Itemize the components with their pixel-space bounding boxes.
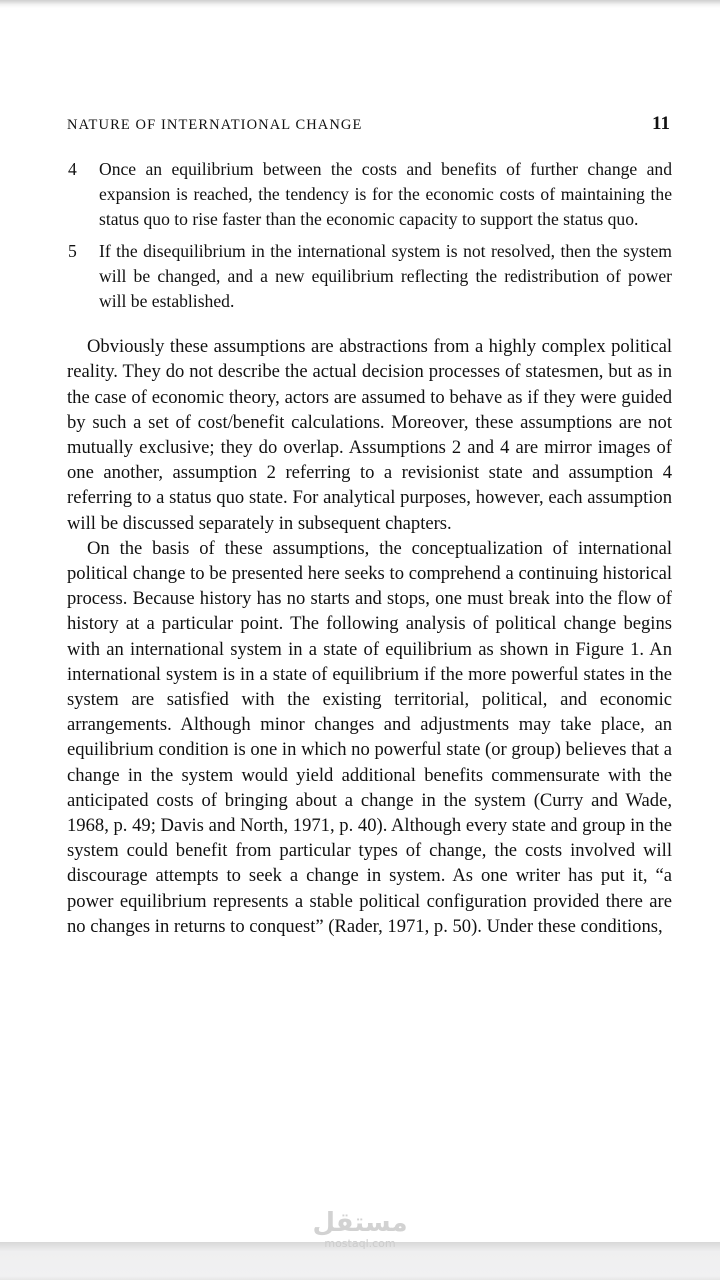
assumption-text: Once an equilibrium between the costs and benefits of further change and expansion is reached, the tendency is for the economic costs of maintaining the status quo to rise faster than the economic capacity to support the status quo. xyxy=(99,159,672,230)
assumption-number: 5 xyxy=(68,240,77,261)
running-title: NATURE OF INTERNATIONAL CHANGE xyxy=(67,117,363,133)
assumption-list xyxy=(67,157,672,314)
body-text xyxy=(67,334,672,939)
page-number: 11 xyxy=(652,113,670,134)
watermark-latin-text: mostaql.com xyxy=(324,1237,396,1250)
assumption-text: If the disequilibrium in the international system is not resolved, then the system will be changed, and a new equilibrium reflecting the redistribution of power will be established. xyxy=(99,240,672,312)
running-head xyxy=(67,113,672,143)
assumption-number: 4 xyxy=(68,159,77,179)
book-page xyxy=(67,113,672,939)
paragraph: On the basis of these assumptions, the conceptualization of international political change to be presented here seeks to comprehend a continuing historical process. Because history has no starts and stops, one must break into the flow of history at a particular point. The following analysis of political change begins with an international system in a state of equilibrium as shown in Figure 1. An international system is in a state of equilibrium if the more powerful states in the system are satisfied with the existing territorial, political, and economic arrangements. Although minor changes and adjustments may take place, an equilibrium condition is one in which no powerful state (or group) believes that a change in the system would yield additional benefits commensurate with the anticipated costs of bringing about a change in the system (Curry and Wade, 1968, p. 49; Davis and North, 1971, p. 40). Although every state and group in the system could benefit from particular types of change, the costs involved will discourage attempts to seek a change in system. As one writer has put it, “a power equilibrium represents a stable political configuration provided there are no changes in returns to conquest” (Rader, 1971, p. 50). Under these conditions, xyxy=(67,537,672,937)
watermark-arabic-text: مستقل xyxy=(312,1208,408,1238)
assumption-item xyxy=(67,239,672,315)
paragraph: Obviously these assumptions are abstractions from a highly complex political reality. They do not describe the actual decision processes of statesmen, but as in the case of economic theory, actors are assumed to behave as if they were guided by such a set of cost/benefit calculations. Moreover, these assumptions are not mutually exclusive; they do overlap. Assumptions 2 and 4 are mirror images of one another, assumption 2 referring to a revisionist state and assumption 4 referring to a status quo state. For analytical purposes, however, each assumption will be discussed separately in subsequent chapters. xyxy=(67,336,672,534)
top-edge-shadow xyxy=(0,0,720,8)
watermark-logo xyxy=(300,1208,420,1250)
assumption-item xyxy=(67,157,672,233)
